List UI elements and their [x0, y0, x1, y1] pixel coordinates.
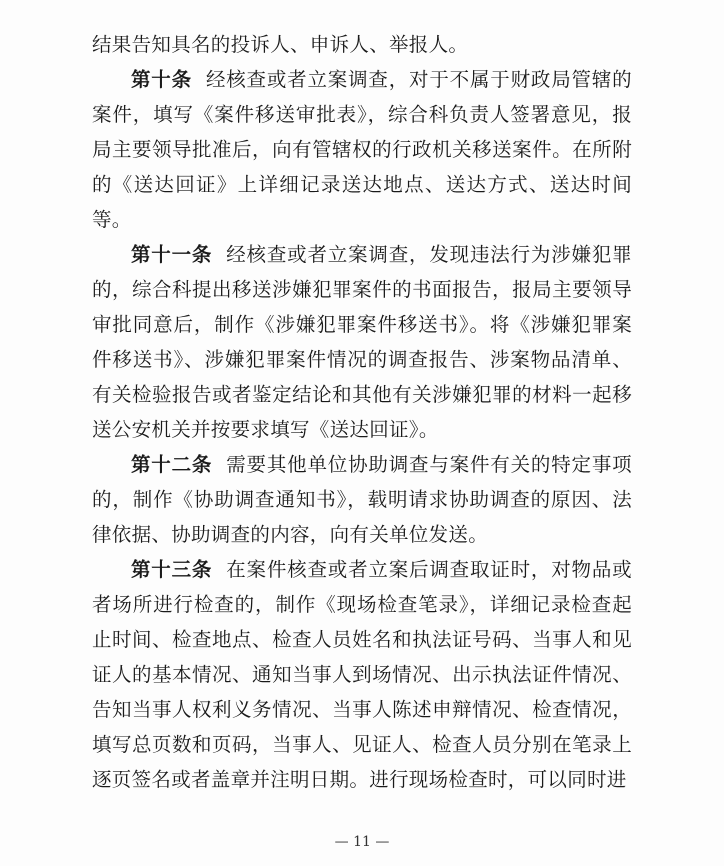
paragraph-continuation	[92, 27, 632, 62]
paragraph-text: 经核查或者立案调查，发现违法行为涉嫌犯罪的，综合科提出移送涉嫌犯罪案件的书面报告，报局主要领导审批同意后，制作《涉嫌犯罪案件移送书》。将《涉嫌犯罪案件移送书》、涉嫌犯罪案件情况的调查报告、涉案物品清单、有关检验报告或者鉴定结论和其他有关涉嫌犯罪的材料一起移送公安机关并按要求填写《送达回证》。	[92, 243, 632, 441]
paragraph-article-12	[92, 447, 632, 552]
paragraph-text: 在案件核查或者立案后调查取证时，对物品或者场所进行检查的，制作《现场检查笔录》，详细记录检查起止时间、检查地点、检查人员姓名和执法证号码、当事人和见证人的基本情况、通知当事人到场情况、出示执法证件情况、告知当事人权利义务情况、当事人陈述申辩情况、检查情况，填写总页数和页码，当事人、见证人、检查人员分别在笔录上逐页签名或者盖章并注明日期。进行现场检查时，可以同时进	[92, 558, 632, 791]
page-number: — 11 —	[334, 834, 390, 850]
paragraph-article-13	[92, 552, 632, 797]
article-heading: 第十条	[131, 68, 192, 91]
document-body	[92, 27, 632, 797]
paragraph-article-10	[92, 62, 632, 237]
article-heading: 第十一条	[131, 243, 213, 266]
paragraph-text: 结果告知具名的投诉人、申诉人、举报人。	[92, 33, 469, 56]
paragraph-text: 需要其他单位协助调查与案件有关的特定事项的，制作《协助调查通知书》，载明请求协助调查的原因、法律依据、协助调查的内容，向有关单位发送。	[92, 453, 632, 546]
article-heading: 第十二条	[131, 453, 213, 476]
article-heading: 第十三条	[131, 558, 213, 581]
paragraph-text: 经核查或者立案调查，对于不属于财政局管辖的案件，填写《案件移送审批表》，综合科负责人签署意见，报局主要领导批准后，向有管辖权的行政机关移送案件。在所附的《送达回证》上详细记录送达地点、送达方式、送达时间等。	[92, 68, 632, 231]
paragraph-article-11	[92, 237, 632, 447]
